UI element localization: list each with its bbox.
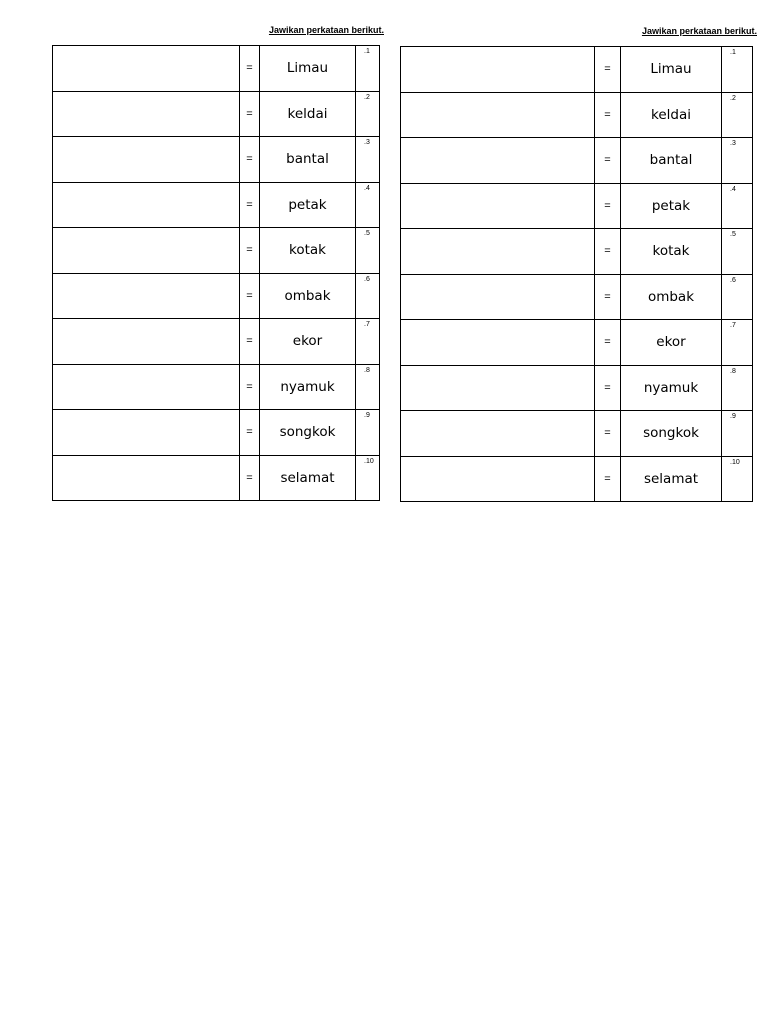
question-number-cell [356, 319, 380, 365]
question-number: .2 [730, 94, 736, 102]
equals-sign: = [595, 138, 621, 184]
word-cell: nyamuk [621, 365, 722, 411]
question-number: .6 [730, 276, 736, 284]
answer-box[interactable] [401, 92, 595, 138]
table-row [53, 46, 380, 92]
answer-box[interactable] [401, 183, 595, 229]
word-cell: kotak [260, 228, 356, 274]
answer-box[interactable] [401, 138, 595, 184]
question-number: .7 [364, 321, 370, 328]
question-number-cell [356, 91, 380, 137]
question-number-cell [356, 46, 380, 92]
answer-box[interactable] [53, 228, 240, 274]
question-number-cell [356, 228, 380, 274]
table-row [53, 273, 380, 319]
word-cell: bantal [621, 138, 722, 184]
question-number: .7 [730, 322, 736, 329]
answer-box[interactable] [53, 455, 240, 501]
equals-sign: = [595, 365, 621, 411]
question-number-cell [356, 410, 380, 456]
table-row [53, 364, 380, 410]
table-row [53, 91, 380, 137]
equals-sign: = [240, 455, 260, 501]
answer-box[interactable] [53, 137, 240, 183]
equals-sign: = [240, 319, 260, 365]
word-cell: petak [260, 182, 356, 228]
word-cell: ekor [621, 320, 722, 366]
instruction-heading: Jawikan perkataan berikut. [268, 25, 384, 35]
table-row [53, 319, 380, 365]
question-number: .1 [730, 49, 736, 56]
answer-box[interactable] [401, 456, 595, 502]
question-number-cell [722, 320, 753, 366]
question-number-cell [356, 455, 380, 501]
table-row [401, 365, 753, 411]
equals-sign: = [595, 92, 621, 138]
word-cell: songkok [621, 411, 722, 457]
word-cell: keldai [260, 91, 356, 137]
question-number: .3 [730, 140, 736, 147]
question-number-cell [722, 47, 753, 93]
table-row [53, 137, 380, 183]
word-cell: nyamuk [260, 364, 356, 410]
equals-sign: = [595, 274, 621, 320]
equals-sign: = [595, 456, 621, 502]
question-number-cell [722, 365, 753, 411]
word-cell: bantal [260, 137, 356, 183]
equals-sign: = [595, 229, 621, 275]
answer-box[interactable] [53, 410, 240, 456]
word-cell: songkok [260, 410, 356, 456]
table-row [53, 228, 380, 274]
answer-box[interactable] [53, 364, 240, 410]
word-cell: keldai [621, 92, 722, 138]
question-number: .5 [730, 231, 736, 238]
word-cell: kotak [621, 229, 722, 275]
word-table [400, 46, 753, 502]
answer-box[interactable] [53, 46, 240, 92]
equals-sign: = [240, 228, 260, 274]
equals-sign: = [595, 183, 621, 229]
answer-box[interactable] [401, 229, 595, 275]
word-cell: ombak [260, 273, 356, 319]
word-cell: Limau [621, 47, 722, 93]
question-number-cell [722, 138, 753, 184]
table-row [53, 182, 380, 228]
question-number-cell [722, 456, 753, 502]
question-number: .4 [364, 184, 370, 192]
answer-box[interactable] [401, 274, 595, 320]
table-row [53, 455, 380, 501]
table-row [53, 410, 380, 456]
question-number: .8 [730, 367, 736, 375]
word-cell: petak [621, 183, 722, 229]
question-number-cell [722, 411, 753, 457]
table-row [401, 411, 753, 457]
question-number: .2 [364, 93, 370, 101]
question-number: .5 [364, 230, 370, 237]
word-cell: selamat [621, 456, 722, 502]
question-number: .8 [364, 366, 370, 374]
question-number-cell [722, 274, 753, 320]
question-number: .3 [364, 139, 370, 146]
question-number-cell [356, 137, 380, 183]
table-row [401, 47, 753, 93]
answer-box[interactable] [401, 320, 595, 366]
answer-box[interactable] [53, 319, 240, 365]
question-number-cell [722, 183, 753, 229]
question-number: .6 [364, 275, 370, 283]
instruction-heading: Jawikan perkataan berikut. [641, 26, 757, 36]
table-row [401, 274, 753, 320]
table-row [401, 456, 753, 502]
question-number: .9 [730, 413, 736, 420]
table-row [401, 138, 753, 184]
question-number-cell [356, 364, 380, 410]
word-cell: ekor [260, 319, 356, 365]
word-cell: selamat [260, 455, 356, 501]
equals-sign: = [240, 46, 260, 92]
equals-sign: = [240, 364, 260, 410]
equals-sign: = [240, 91, 260, 137]
answer-box[interactable] [401, 47, 595, 93]
table-row [401, 320, 753, 366]
question-number-cell [356, 273, 380, 319]
table-row [401, 92, 753, 138]
question-number: .4 [730, 185, 736, 193]
answer-box[interactable] [401, 365, 595, 411]
question-number-cell [722, 229, 753, 275]
table-row [401, 183, 753, 229]
table-row [401, 229, 753, 275]
equals-sign: = [240, 182, 260, 228]
word-table [52, 45, 380, 501]
question-number: .9 [364, 412, 370, 419]
question-number-cell [722, 92, 753, 138]
answer-box[interactable] [53, 273, 240, 319]
equals-sign: = [595, 47, 621, 93]
equals-sign: = [595, 411, 621, 457]
equals-sign: = [240, 410, 260, 456]
equals-sign: = [240, 137, 260, 183]
question-number: .1 [364, 48, 370, 55]
answer-box[interactable] [53, 182, 240, 228]
answer-box[interactable] [53, 91, 240, 137]
answer-box[interactable] [401, 411, 595, 457]
equals-sign: = [240, 273, 260, 319]
word-cell: Limau [260, 46, 356, 92]
word-cell: ombak [621, 274, 722, 320]
question-number: .10 [364, 457, 374, 465]
question-number: .10 [730, 458, 740, 466]
question-number-cell [356, 182, 380, 228]
equals-sign: = [595, 320, 621, 366]
